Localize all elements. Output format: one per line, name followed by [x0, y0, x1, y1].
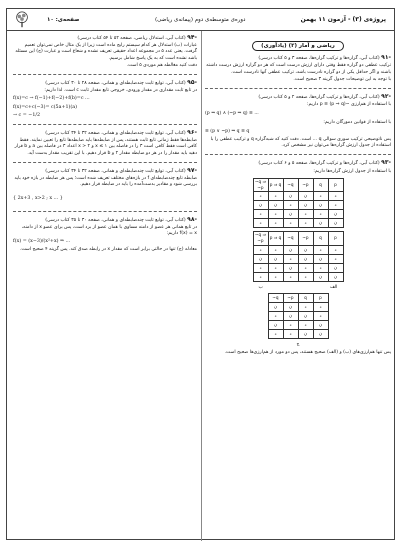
question-96 — [13, 130, 197, 157]
table-cell: د — [313, 302, 328, 311]
math-line: f(x)=c → f(−1)+f(−2)+f(b)=c ... — [13, 96, 90, 102]
table-cell: د — [268, 219, 283, 228]
separator — [13, 124, 197, 125]
table-header: p ⇒ q — [268, 232, 283, 245]
table-cell: د — [298, 263, 313, 272]
table-cell: د — [328, 192, 343, 201]
table-cell: د — [268, 245, 283, 254]
question-92 — [205, 94, 391, 149]
question-number: -۹۱ — [381, 54, 391, 62]
table-cell: ن — [268, 201, 283, 210]
table-header: ~q — [268, 293, 283, 302]
table-cell: د — [328, 254, 343, 263]
table-header: ~q — [283, 232, 298, 245]
right-column — [205, 35, 391, 356]
question-source: (کتاب آبی، گزاره‌ها و ترکیب گزاره‌ها، صفحه ۲ و ۵ کتاب درسی) — [258, 95, 380, 101]
table-cell: ن — [283, 263, 298, 272]
question-source: (کتاب آبی، توابع ثابت چندضابطه‌ای و همانی، صفحه ۳۲ تا ۳۴ کتاب درسی) — [45, 131, 186, 137]
level-title: دوره‌ی متوسطه‌ی دوم (پیمانه‌ی ریاضی) — [155, 16, 246, 23]
question-body: ضابطه تابع چندضابطه‌ای f در بازه‌های مختلف تعریف شده است؛ پس هر ضابطه در بازه خود باید بررسی شود و مقادیر بدست‌آمده را باید در ضابطه قرار دهیم. — [14, 176, 197, 188]
table-cell: ن — [328, 219, 343, 228]
math-line: f(x) = (x−3)/(x²+x) ⇒ ... — [13, 239, 71, 245]
table-cell: ن — [268, 254, 283, 263]
question-body: پس ناتوضیحی ترکیب سوری سوالی q ... است. دقت کنید که شبه‌گزاره q و ترکیب عطفی را با استفاده از جدول ارزش گزاره‌ها می‌توان نیز مشخص کرد. — [210, 137, 391, 149]
separator — [205, 88, 391, 89]
question-94 — [13, 35, 197, 69]
table-cell: ن — [298, 254, 313, 263]
table-cell: ن — [283, 245, 298, 254]
question-line: با استفاده از قوانین دمورگان داریم: — [323, 119, 391, 125]
table-header: ~p — [298, 232, 313, 245]
table-cell: د — [328, 201, 343, 210]
column-divider — [201, 31, 202, 541]
table-cell: د — [268, 263, 283, 272]
question-body: در تابع ثابت مقداری در مقدار ورودی، خروجی تابع مقدار ثابت c است. لذا داریم: — [44, 88, 197, 94]
table-cell: د — [253, 192, 268, 201]
question-body: در تابع همانی هر عضو از دامنه مساوی با همان عضو از برد است، پس برای عضو x از دامنه، f(x) = x داریم: — [21, 224, 197, 237]
table-cell: ن — [283, 210, 298, 219]
question-number: -۹۵ — [187, 79, 197, 87]
table-cell: ن — [298, 329, 313, 338]
table-cell: د — [298, 272, 313, 281]
table-cell: ن — [313, 320, 328, 329]
table-cell: د — [283, 201, 298, 210]
table-cell: ن — [298, 311, 313, 320]
truth-table — [253, 178, 344, 228]
page-header — [7, 9, 394, 31]
table-cell: د — [298, 219, 313, 228]
table-cell: ن — [298, 201, 313, 210]
separator — [13, 74, 197, 75]
question-98 — [13, 217, 197, 254]
table-cell: د — [313, 245, 328, 254]
table-cell: د — [253, 219, 268, 228]
table-cell: د — [298, 320, 313, 329]
question-body: ضابطه‌ها فقط زمانی تابع ثابت هستند، پس از ضابطه‌ها باید ضابطه‌ها تابع را تعیین نمایند. فقط کافی است فقط کافی است ۳ را در فاصله بین x ≤ ۱ و x > ۲ اعداد ۳ در فاصله بین a و b قرار دهید باید مقدار را در هر دو ضابطه مقدار ۲ و b قرار دهیم. با این تقریب مقدار بدست آید. — [14, 138, 197, 156]
separator — [13, 162, 197, 163]
table-cell: ن — [313, 201, 328, 210]
table-header: p — [328, 232, 343, 245]
table-label: الف — [329, 284, 338, 290]
table-header: ~p — [298, 178, 313, 191]
separator — [205, 154, 391, 155]
question-answer: با توجه به این توضیحات جدول گزینه ۳ صحیح است. — [293, 76, 391, 82]
question-body: ترکیب عطفی دو گزاره فقط وقتی دارای ارزش درست است که هر دو گزاره ارزش درست داشته باشند و اگر حداقل یکی از دو گزاره نادرست باشد، ترکیب عطفی آنها نادرست است. — [206, 63, 391, 75]
table-label: ج — [296, 341, 300, 347]
table-header: ~p — [283, 293, 298, 302]
table-cell: د — [313, 263, 328, 272]
table-cell: د — [298, 210, 313, 219]
question-source: (کتاب آبی، گزاره‌ها و ترکیب گزاره‌ها، صفحه ۳ و ۵ کتاب درسی) — [258, 56, 380, 62]
table-cell: د — [313, 311, 328, 320]
table-header: ~q ⇒ ~p — [254, 232, 266, 244]
exam-title: پروژه‌ی (۳) - آزمون ۱۱ بهمن — [300, 16, 386, 23]
table-cell: د — [268, 329, 283, 338]
separator — [13, 211, 197, 212]
logic-final: ≡ (p ∨ ~p) ⇒ q ≡ q — [205, 128, 250, 134]
table-label: ب — [258, 284, 263, 290]
table-header: ~q — [283, 178, 298, 191]
question-line: با استفاده از هم‌ارزی ~p ≡ (p ⇒ q) داریم: — [306, 102, 391, 108]
table-header: q — [313, 178, 328, 191]
question-source: (کتاب آبی، توابع ثابت چندضابطه‌ای و همانی، صفحه ۲۸ تا ۳۰ کتاب درسی) — [45, 81, 186, 87]
table-cell: ن — [328, 263, 343, 272]
section-title: ریاضی و آمار (۲) (یادآوری) — [252, 41, 344, 51]
question-95 — [13, 80, 197, 119]
question-answer: پس تنها هم‌ارزی‌های (ب) و (الف) صحیح هستند، پس دو مورد از هم‌ارزی‌ها صحیح است. — [224, 350, 391, 356]
exam-page — [6, 8, 395, 540]
question-answer: معادله (ج) تنها در حالتی برابر است که مقدار x در رابطه صدق کند. پس گزینه ۴ صحیح است. — [19, 247, 197, 253]
table-cell: د — [313, 192, 328, 201]
table-header: p — [313, 293, 328, 302]
question-body: عبارات (ب) استدلال هر کدام سیستم رایج ماده است زیرا از یک مثال خاص نمی‌توان تعمیم گرفت. یعنی عدد ۵ در مجموعه اعداد حقیقی تعریف نشده و شعاع است و عبارت (ج) این مسئله باشد نشده است که به یک پاسخ شامل برسیم. — [15, 43, 197, 61]
question-source: (کتاب آبی، توابع ثابت چندضابطه‌ای و همانی، صفحه ۳۲ تا ۳۴ کتاب درسی) — [45, 168, 186, 174]
table-cell: ن — [283, 302, 298, 311]
question-source: (کتاب آبی، توابع ثابت چندضابطه‌ای و همانی، صفحه ۳۰ تا ۳۵ کتاب درسی) — [45, 217, 186, 223]
math-line: f(x)=c+c(−3)= c(5a+1)(a) — [13, 104, 78, 110]
table-header: p ⇒ q — [268, 178, 283, 191]
table-cell: د — [268, 192, 283, 201]
table-cell: ن — [298, 245, 313, 254]
math-system: { 2x+3 , x>2 ; x ... } — [13, 196, 63, 202]
table-cell: د — [328, 245, 343, 254]
table-cell: ن — [328, 272, 343, 281]
table-cell: ن — [298, 192, 313, 201]
table-cell: د — [283, 272, 298, 281]
question-91 — [205, 55, 391, 83]
table-cell: ن — [283, 311, 298, 320]
question-line: با استفاده از جدول ارزش گزاره‌ها داریم: — [313, 168, 391, 174]
table-cell: د — [283, 329, 298, 338]
question-97 — [13, 168, 197, 203]
table-cell: ن — [328, 210, 343, 219]
question-number: -۹۷ — [187, 166, 197, 174]
question-source: (کتاب آبی، استدلال ریاضی، صفحه ۵۲ تا ۵۴ کتاب درسی) — [77, 36, 186, 41]
question-number: -۹۴ — [187, 34, 197, 41]
table-header: ~q ⇒ ~p — [254, 178, 266, 191]
table-cell: ن — [313, 254, 328, 263]
table-cell: ن — [253, 201, 268, 210]
question-93 — [205, 160, 391, 356]
table-header: p — [328, 178, 343, 191]
table-cell: د — [268, 272, 283, 281]
page-number: صفحه‌ی: ۱۰ — [47, 16, 80, 23]
table-header: q — [313, 232, 328, 245]
table-cell: د — [313, 210, 328, 219]
table-cell: ن — [313, 272, 328, 281]
truth-table-3 — [268, 293, 329, 339]
table-cell: د — [253, 210, 268, 219]
table-cell: ن — [253, 254, 268, 263]
table-cell: د — [253, 245, 268, 254]
table-cell: د — [253, 272, 268, 281]
table-cell: ن — [283, 192, 298, 201]
table-cell: د — [268, 210, 283, 219]
math-line: → c = −1/2 — [13, 112, 41, 118]
table-cell: د — [268, 311, 283, 320]
table-cell: ن — [268, 302, 283, 311]
table-cell: د — [283, 254, 298, 263]
question-answer: دقت کنید مغالطه هم موردی ۵ است. — [126, 62, 197, 68]
table-header: q — [298, 293, 313, 302]
table-cell: د — [283, 320, 298, 329]
question-number: -۹۶ — [187, 129, 197, 137]
truth-table-2 — [253, 231, 344, 281]
left-column — [13, 35, 197, 255]
logic-chain: (p ⇒ q) ∧ (~p ⇒ q) ≡ ... — [205, 111, 259, 117]
question-number: -۹۳ — [381, 159, 391, 167]
question-number: -۹۲ — [381, 93, 391, 101]
table-cell: ن — [313, 329, 328, 338]
question-source: (کتاب آبی، گزاره‌ها و ترکیب گزاره‌ها، صفحه ۵ و ۶ کتاب درسی) — [258, 161, 380, 167]
table-cell: ن — [268, 320, 283, 329]
table-cell: د — [253, 263, 268, 272]
table-cell: د — [298, 302, 313, 311]
table-cell: د — [283, 219, 298, 228]
table-cell: ن — [313, 219, 328, 228]
tree-logo-icon — [13, 11, 31, 29]
question-number: -۹۸ — [187, 215, 197, 223]
